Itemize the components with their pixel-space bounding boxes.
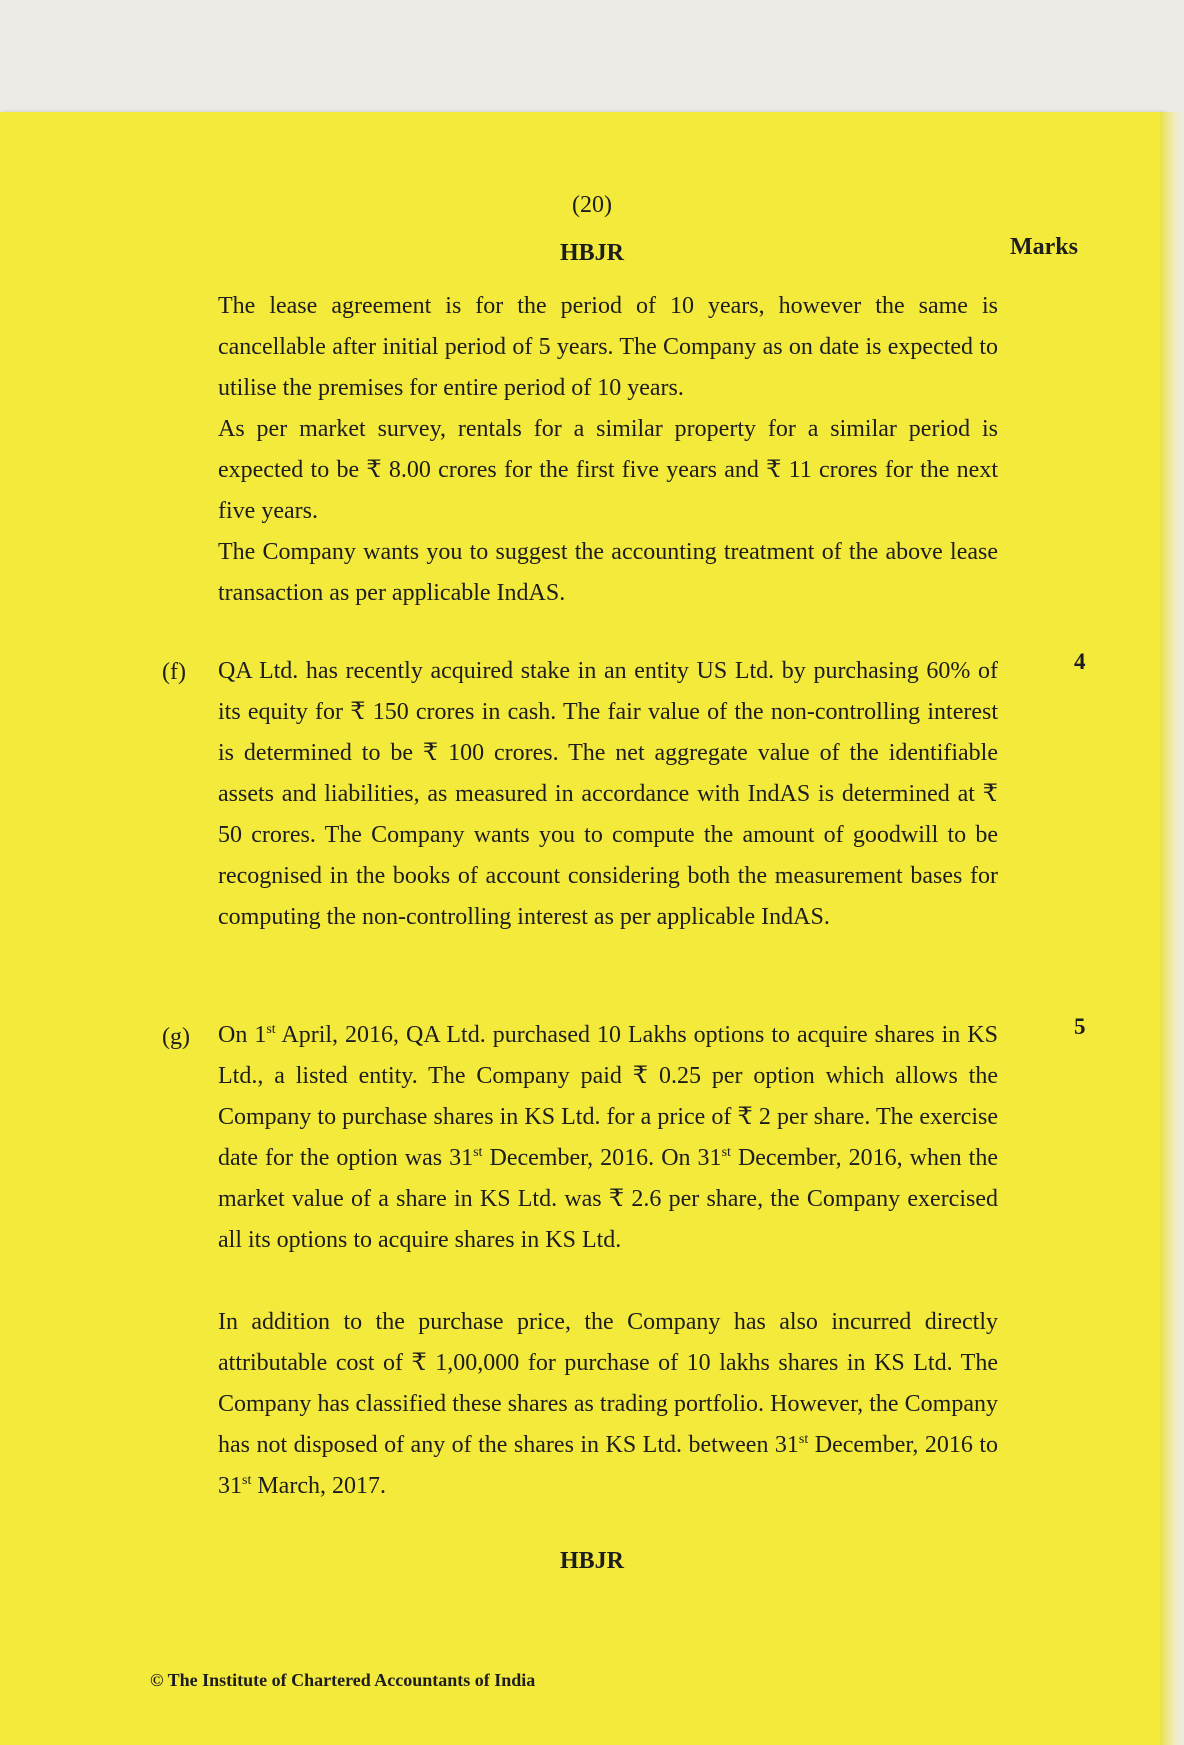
question-f-label: (f) <box>162 659 186 685</box>
lease-paragraph-2: As per market survey, rentals for a similar property for a similar period is expected to be ₹ 8.00 crores for the first five years and ₹ 11 crores for the next five years. <box>218 416 998 524</box>
marks-column-label: Marks <box>1010 234 1078 260</box>
footer-code: HBJR <box>559 1548 624 1574</box>
lease-paragraph-3: The Company wants you to suggest the accounting treatment of the above lease transaction as per applicable IndAS. <box>218 539 998 606</box>
scanner-background <box>0 0 1184 112</box>
question-g-paragraph-2: In addition to the purchase price, the Company has also incurred directly attributable cost of ₹ 1,00,000 for purchase of 10 lakhs shares in KS Ltd. The Company has classified these shares as trading portfolio. However, the Company has not disposed of any of the shares in KS Ltd. between 31st December, 2016 to 31st March, 2017. <box>218 1309 998 1499</box>
header-code: HBJR <box>559 240 624 266</box>
lease-paragraph-1: The lease agreement is for the period of 10 years, however the same is cancellable after initial period of 5 years. The Company as on date is expected to utilise the premises for entire period of 10 years. <box>218 293 998 401</box>
copyright-notice: © The Institute of Chartered Accountants of India <box>150 1670 536 1690</box>
question-g-paragraph-1: On 1st April, 2016, QA Ltd. purchased 10 Lakhs options to acquire shares in KS Ltd., a listed entity. The Company paid ₹ 0.25 per option which allows the Company to purchase shares in KS Ltd. for a price of ₹ 2 per share. The exercise date for the option was 31st December, 2016. On 31st December, 2016, when the market value of a share in KS Ltd. was ₹ 2.6 per share, the Company exercised all its options to acquire shares in KS Ltd. <box>218 1022 998 1253</box>
question-g-label: (g) <box>162 1024 190 1050</box>
page-edge <box>1160 112 1184 1745</box>
question-f-marks: 4 <box>1074 649 1086 674</box>
page-number: (20) <box>572 192 612 218</box>
question-g-marks: 5 <box>1074 1014 1086 1039</box>
question-f-text: QA Ltd. has recently acquired stake in an entity US Ltd. by purchasing 60% of its equity for ₹ 150 crores in cash. The fair value of the non-controlling interest is determined to be ₹ 100 crores. The net aggregate value of the identifiable assets and liabilities, as measured in accordance with IndAS is determined at ₹ 50 crores. The Company wants you to compute the amount of goodwill to be recognised in the books of account considering both the measurement bases for computing the non-controlling interest as per applicable IndAS. <box>218 658 998 930</box>
